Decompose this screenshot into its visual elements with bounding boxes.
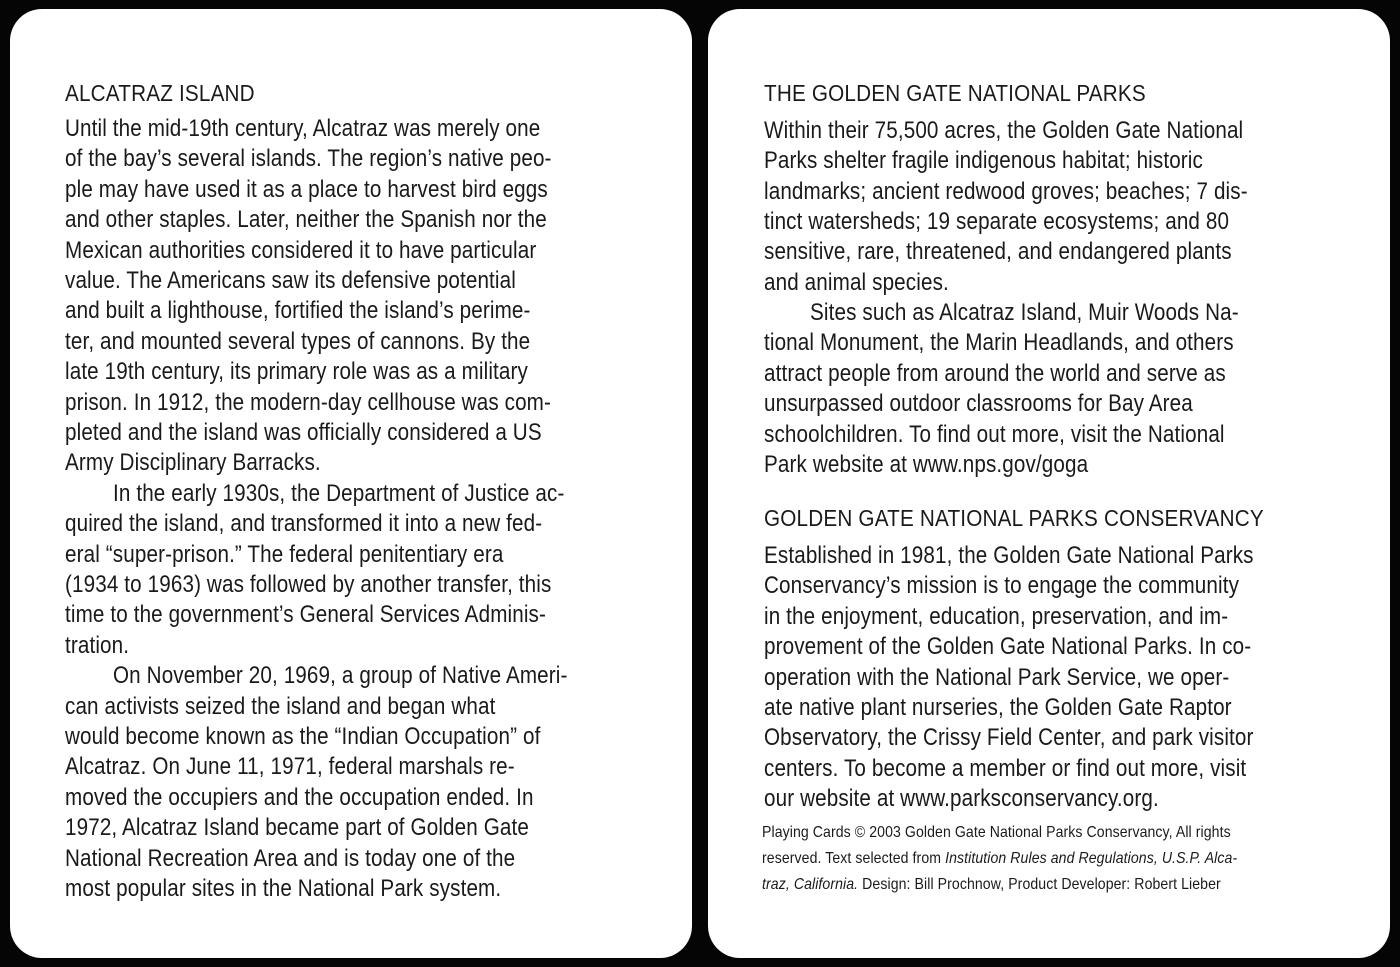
alcatraz-body-line: (1934 to 1963) was followed by another transfer, this bbox=[65, 571, 552, 598]
alcatraz-body-line: On November 20, 1969, a group of Native Ameri- bbox=[113, 662, 568, 690]
conservancy-body-line: ate native plant nurseries, the Golden Gate Raptor bbox=[764, 694, 1232, 721]
alcatraz-body-line: and built a lighthouse, fortified the island’s perime- bbox=[65, 297, 531, 325]
alcatraz-body-line: late 19th century, its primary role was as a military bbox=[65, 358, 528, 386]
golden-gate-body-line: Within their 75,500 acres, the Golden Gate National bbox=[764, 117, 1244, 144]
alcatraz-body-line: prison. In 1912, the modern-day cellhouse was com- bbox=[65, 388, 552, 416]
credits-text-1: Playing Cards © 2003 Golden Gate National Parks Conservancy, All rights bbox=[762, 824, 1231, 841]
golden-gate-body-line: unsurpassed outdoor classrooms for Bay Area bbox=[764, 390, 1193, 418]
golden-gate-body-line: landmarks; ancient redwood groves; beaches; 7 dis- bbox=[764, 177, 1248, 205]
golden-gate-body-line: Park website at www.nps.gov/goga bbox=[764, 450, 1089, 478]
alcatraz-body-line: of the bay’s several islands. The region’s native peo- bbox=[65, 145, 552, 173]
alcatraz-body-line: ter, and mounted several types of cannons. By the bbox=[65, 327, 531, 355]
conservancy-body-line: provement of the Golden Gate National Parks. In co- bbox=[764, 633, 1252, 661]
alcatraz-body-line: ple may have used it as a place to harvest bird eggs bbox=[65, 175, 548, 203]
alcatraz-body-line: National Recreation Area and is today one of the bbox=[65, 844, 516, 872]
right-card-content bbox=[708, 9, 1390, 958]
alcatraz-body-line: Until the mid-19th century, Alcatraz was merely one bbox=[65, 115, 541, 142]
credits-line-2 bbox=[762, 850, 1237, 868]
alcatraz-body-line: tration. bbox=[65, 631, 130, 659]
conservancy-body-line: Established in 1981, the Golden Gate National Parks bbox=[764, 542, 1254, 569]
credits-line-3 bbox=[762, 876, 1221, 894]
conservancy-body-line: our website at www.parksconservancy.org. bbox=[764, 785, 1159, 813]
credits-source-title-b: traz, California. bbox=[762, 876, 859, 893]
left-card-content bbox=[10, 9, 692, 958]
card-alcatraz-island bbox=[10, 9, 692, 958]
conservancy-title: GOLDEN GATE NATIONAL PARKS CONSERVANCY bbox=[764, 505, 1264, 531]
alcatraz-title: ALCATRAZ ISLAND bbox=[65, 80, 255, 106]
alcatraz-body-line: would become known as the “Indian Occupation” of bbox=[65, 723, 541, 750]
conservancy-body-line: Conservancy’s mission is to engage the community bbox=[764, 572, 1240, 600]
alcatraz-body-line: Alcatraz. On June 11, 1971, federal marshals re- bbox=[65, 753, 515, 781]
conservancy-body-line: in the enjoyment, education, preservation, and im- bbox=[764, 602, 1229, 630]
golden-gate-body-line: and animal species. bbox=[764, 268, 949, 296]
credits-source-title-a: Institution Rules and Regulations, U.S.P. Alca- bbox=[945, 850, 1238, 867]
card-golden-gate-parks bbox=[708, 9, 1390, 958]
alcatraz-body-line: In the early 1930s, the Department of Justice ac- bbox=[113, 479, 565, 507]
golden-gate-body-line: Sites such as Alcatraz Island, Muir Woods Na- bbox=[810, 299, 1239, 327]
golden-gate-body-line: schoolchildren. To find out more, visit the National bbox=[764, 420, 1225, 448]
alcatraz-body-line: 1972, Alcatraz Island became part of Golden Gate bbox=[65, 814, 529, 842]
alcatraz-body-line: value. The Americans saw its defensive potential bbox=[65, 267, 516, 294]
alcatraz-body-line: quired the island, and transformed it into a new fed- bbox=[65, 510, 543, 538]
credits-text-2a: reserved. Text selected from bbox=[762, 850, 946, 867]
alcatraz-body-line: can activists seized the island and began what bbox=[65, 692, 496, 720]
credits-text-3b: Design: Bill Prochnow, Product Developer: Robert Lieber bbox=[858, 876, 1221, 893]
alcatraz-body-line: eral “super-prison.” The federal penitentiary era bbox=[65, 540, 504, 568]
conservancy-body-line: Observatory, the Crissy Field Center, and park visitor bbox=[764, 724, 1254, 752]
alcatraz-body-line: and other staples. Later, neither the Spanish nor the bbox=[65, 206, 547, 234]
conservancy-body-line: centers. To become a member or find out more, visit bbox=[764, 754, 1247, 782]
alcatraz-body-line: time to the government’s General Services Adminis- bbox=[65, 601, 547, 629]
golden-gate-parks-title: THE GOLDEN GATE NATIONAL PARKS bbox=[764, 80, 1146, 106]
golden-gate-body-line: Parks shelter fragile indigenous habitat; historic bbox=[764, 147, 1203, 175]
alcatraz-body-line: most popular sites in the National Park system. bbox=[65, 875, 502, 902]
alcatraz-body-line: pleted and the island was officially considered a US bbox=[65, 419, 542, 446]
alcatraz-body-line: moved the occupiers and the occupation ended. In bbox=[65, 783, 534, 811]
conservancy-body-line: operation with the National Park Service, we oper- bbox=[764, 663, 1230, 691]
golden-gate-body-line: tional Monument, the Marin Headlands, and others bbox=[764, 329, 1234, 357]
golden-gate-body-line: tinct watersheds; 19 separate ecosystems; and 80 bbox=[764, 208, 1230, 236]
alcatraz-body-line: Mexican authorities considered it to have particular bbox=[65, 236, 537, 264]
golden-gate-body-line: sensitive, rare, threatened, and endangered plants bbox=[764, 238, 1232, 266]
alcatraz-body-line: Army Disciplinary Barracks. bbox=[65, 449, 321, 477]
credits-line-1 bbox=[762, 824, 1231, 842]
golden-gate-body-line: attract people from around the world and serve as bbox=[764, 359, 1226, 387]
